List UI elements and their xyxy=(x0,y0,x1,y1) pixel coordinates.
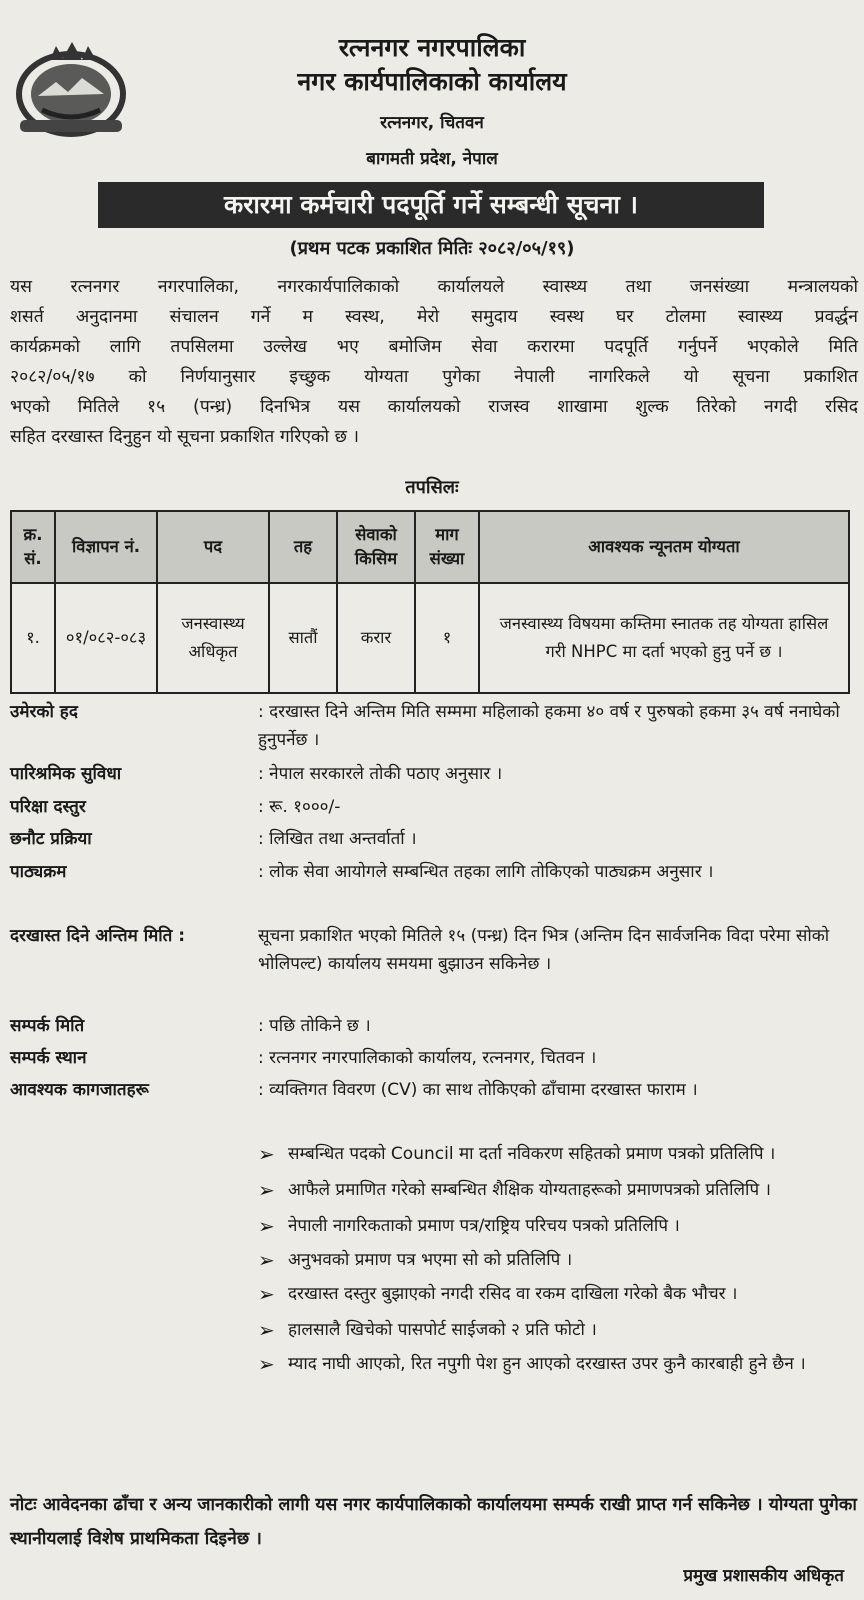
arrow-bullet-icon: ➢ xyxy=(258,1248,275,1272)
col-post: पद xyxy=(157,511,269,583)
arrow-bullet-icon: ➢ xyxy=(258,1178,275,1202)
list-item: ➢ म्याद नाघी आएको, रित नपुगी पेश हुन आएको दरखास्त उपर कुनै कारबाही हुने छैन । xyxy=(258,1352,806,1376)
tapasil-label: तपसिलः xyxy=(405,477,459,498)
publish-date: (प्रथम पटक प्रकाशित मितिः २०८२/०५/१९) xyxy=(289,238,575,259)
col-level: तह xyxy=(269,511,337,583)
intro-line: २०८२/०५/१७ को निर्णयानुसार इच्छुक योग्यता पुगेका नेपाली नागरिकले यो सूचना प्रकाशित xyxy=(10,367,858,387)
municipality-name: रत्ननगर नगरपालिका xyxy=(338,33,526,62)
detail-label: पाठ्यक्रम xyxy=(10,862,67,882)
col-demand: माग संख्या xyxy=(415,511,479,583)
documents-list xyxy=(258,1140,854,1378)
list-item: ➢ हालसालै खिचेको पासपोर्ट साईजको २ प्रति फोटो । xyxy=(258,1318,597,1342)
col-ad-no: विज्ञापन नं. xyxy=(55,511,157,583)
arrow-bullet-icon: ➢ xyxy=(258,1282,275,1306)
detail-label: सम्पर्क स्थान xyxy=(10,1048,87,1068)
cell-qualification: जनस्वास्थ्य विषयमा कम्तिमा स्नातक तह योग्यता हासिल गरी NHPC मा दर्ता भएको हुनु पर्ने छ । xyxy=(479,583,849,693)
list-item: ➢ आफैले प्रमाणित गरेको सम्बन्धित शैक्षिक योग्यताहरूको प्रमाणपत्रको प्रतिलिपि । xyxy=(258,1178,771,1202)
intro-line: सहित दरखास्त दिनुहुन यो सूचना प्रकाशित गरिएको छ । xyxy=(10,427,360,447)
arrow-bullet-icon: ➢ xyxy=(258,1142,275,1166)
list-item: ➢ अनुभवको प्रमाण पत्र भएमा सो को प्रतिलिपि । xyxy=(258,1248,573,1272)
arrow-bullet-icon: ➢ xyxy=(258,1352,275,1376)
cell-ad-no: ०१/०८२-०८३ xyxy=(55,583,157,693)
cell-sn: १. xyxy=(11,583,55,693)
detail-value: : व्यक्तिगत विवरण (CV) का साथ तोकिएको ढाँचामा दरखास्त फाराम । xyxy=(258,1080,698,1100)
detail-label: पारिश्रमिक सुविधा xyxy=(10,764,122,784)
intro-paragraph xyxy=(10,272,858,452)
detail-value: : रू. १०००/- xyxy=(258,797,341,817)
list-item: ➢ सम्बन्धित पदको Council मा दर्ता नविकरण सहितको प्रमाण पत्रको प्रतिलिपि । xyxy=(258,1142,776,1166)
col-sn: क्र. सं. xyxy=(11,511,55,583)
detail-label: आवश्यक कागजातहरू xyxy=(10,1080,149,1100)
cell-demand: १ xyxy=(415,583,479,693)
detail-value: : लिखित तथा अन्तर्वार्ता । xyxy=(258,829,417,849)
cell-level: सातौं xyxy=(269,583,337,693)
list-item: ➢ नेपाली नागरिकताको प्रमाण पत्र/राष्ट्रिय परिचय पत्रको प्रतिलिपि । xyxy=(258,1214,680,1238)
office-name: नगर कार्यपालिकाको कार्यालय xyxy=(297,67,567,96)
table-row xyxy=(11,583,849,693)
cell-service-type: करार xyxy=(337,583,415,693)
intro-line: यस रत्ननगर नगरपालिका, नगरकार्यपालिकाको कार्यालयले स्वास्थ्य तथा जनसंख्या मन्त्रालयको xyxy=(10,277,858,297)
detail-label: छनौट प्रक्रिया xyxy=(10,829,92,849)
col-qualification: आवश्यक न्यूनतम योग्यता xyxy=(479,511,849,583)
cell-post: जनस्वास्थ्य अधिकृत xyxy=(157,583,269,693)
detail-value: : नेपाल सरकारले तोकी पठाए अनुसार । xyxy=(258,764,503,784)
table-header-row xyxy=(11,511,849,583)
footer-note: नोटः आवेदनका ढाँचा र अन्य जानकारीको लागी यस नगर कार्यपालिकाको कार्यालयमा सम्पर्क राखी प्राप्त गर्न सकिनेछ । योग्यता पुगेका स्थानीयलाई विशेष प्राथमिकता दिइनेछ । xyxy=(10,1495,857,1549)
detail-value: : पछि तोकिने छ । xyxy=(258,1016,371,1036)
vacancy-table xyxy=(10,510,850,694)
intro-line: भएको मितिले १५ (पन्ध्र) दिनभित्र यस कार्यालयको राजस्व शाखामा शुल्क तिरेको नगदी रसिद xyxy=(10,397,858,417)
detail-value: : दरखास्त दिने अन्तिम मिति सम्ममा महिलाको हकमा ४० वर्ष र पुरुषको हकमा ३५ वर्ष ननाघेको हुनुपर्नेछ । xyxy=(258,702,840,750)
detail-label: दरखास्त दिने अन्तिम मिति : xyxy=(10,926,186,946)
detail-value: सूचना प्रकाशित भएको मितिले १५ (पन्ध्र) दिन भित्र (अन्तिम दिन सार्वजनिक विदा परेमा सोको भोलिपल्ट) कार्यालय समयमा बुझाउन सकिनेछ । xyxy=(258,926,830,974)
col-service-type: सेवाको किसिम xyxy=(337,511,415,583)
arrow-bullet-icon: ➢ xyxy=(258,1214,275,1238)
detail-label: उमेरको हद xyxy=(10,702,78,722)
signature-title: प्रमुख प्रशासकीय अधिकृत xyxy=(683,1566,844,1586)
detail-label: सम्पर्क मिति xyxy=(10,1016,85,1036)
intro-line: शसर्त अनुदानमा संचालन गर्ने म स्वस्थ, मेरो समुदाय स्वस्थ घर टोलमा स्वास्थ्य प्रवर्द्धन xyxy=(10,307,858,327)
detail-value: : लोक सेवा आयोगले सम्बन्धित तहका लागि तोकिएको पाठ्यक्रम अनुसार । xyxy=(258,862,714,882)
detail-value: : रत्ननगर नगरपालिकाको कार्यालय, रत्ननगर, चितवन । xyxy=(258,1048,597,1068)
province-name: बागमती प्रदेश, नेपाल xyxy=(366,149,498,169)
notice-title-banner: करारमा कर्मचारी पदपूर्ति गर्ने सम्बन्धी सूचना । xyxy=(98,182,764,228)
detail-label: परिक्षा दस्तुर xyxy=(10,797,86,817)
list-item: ➢ दरखास्त दस्तुर बुझाएको नगदी रसिद वा रकम दाखिला गरेको बैक भौचर । xyxy=(258,1282,738,1306)
office-location: रत्ननगर, चितवन xyxy=(380,113,484,133)
intro-line: कार्यक्रमको लागि तपसिलमा उल्लेख भए बमोजिम सेवा करारमा पदपूर्ति गर्नुपर्ने भएकोले मिति xyxy=(10,337,858,357)
arrow-bullet-icon: ➢ xyxy=(258,1318,275,1342)
